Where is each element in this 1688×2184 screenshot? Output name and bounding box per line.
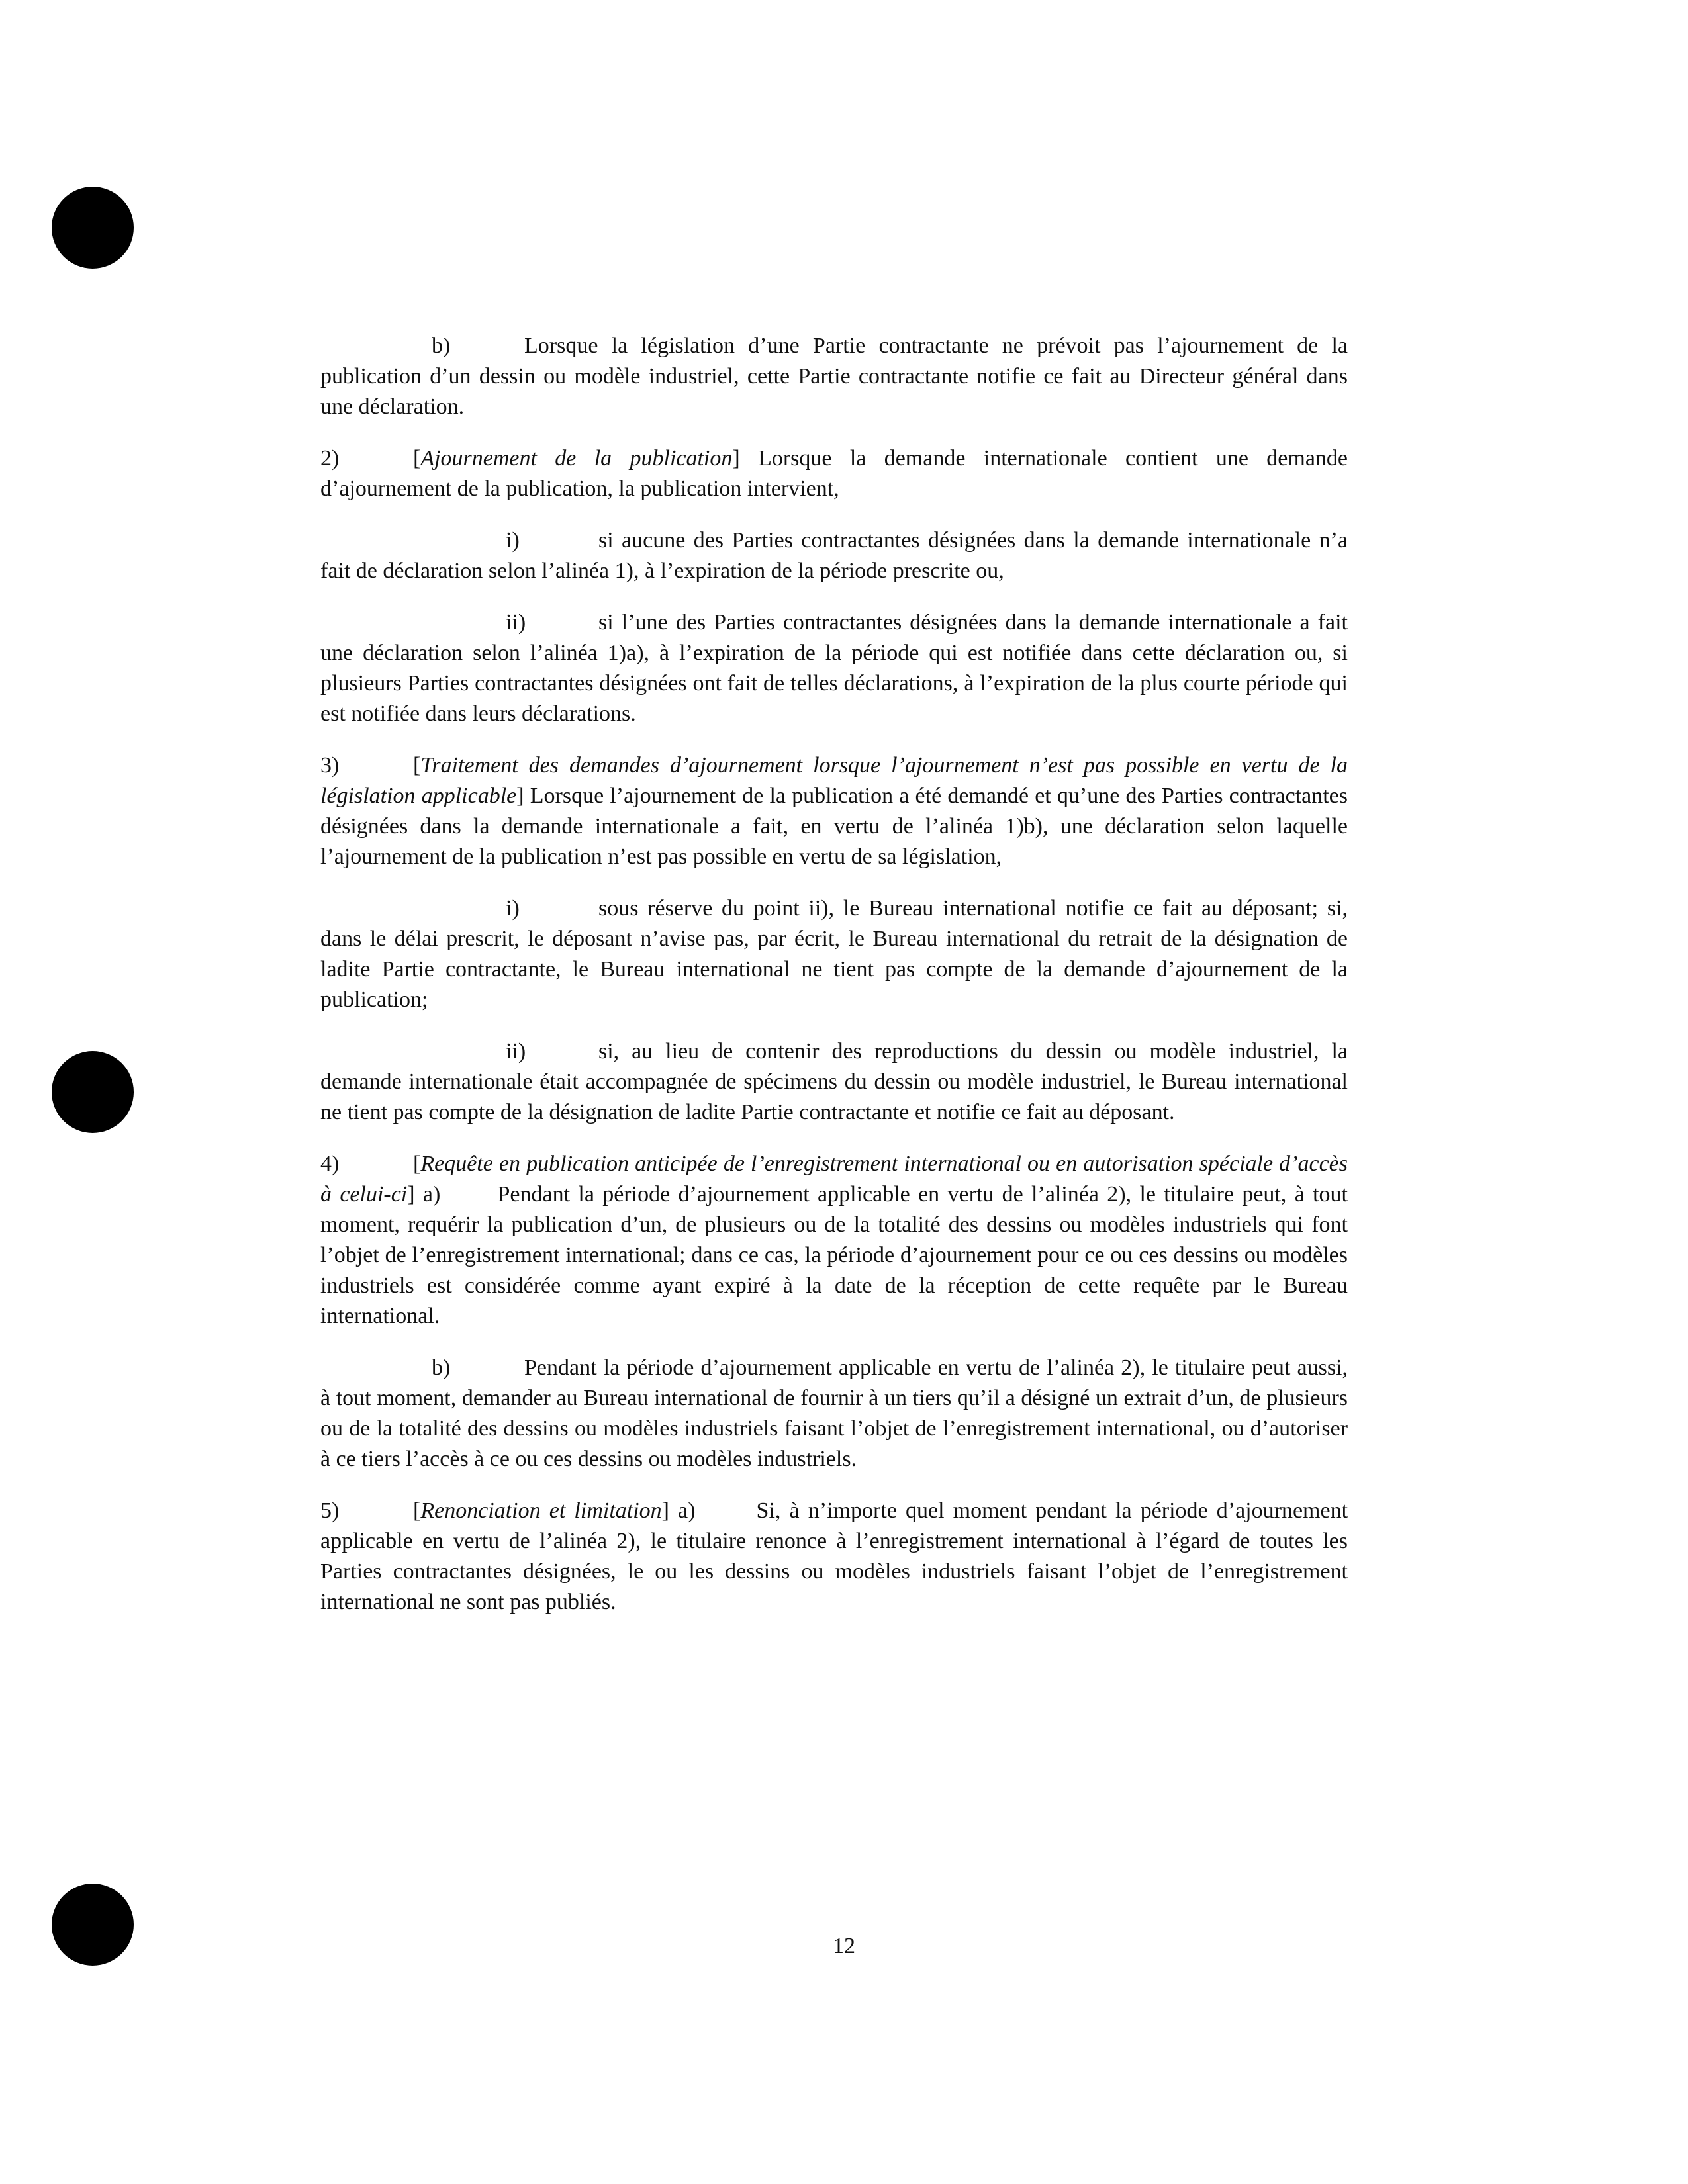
paragraph-marker: ii) (506, 1039, 526, 1064)
paragraph-text: si aucune des Parties contractantes désignées dans la demande internationale n’a fait de déclaration selon l’alinéa 1), à l’expiration de la période prescrite ou, (320, 528, 1348, 583)
paragraph-2-i (320, 525, 1348, 586)
paragraph-text: sous réserve du point ii), le Bureau international notifie ce fait au déposant; si, dans le délai prescrit, le déposant n’avise pas, par écrit, le Bureau international du retrait de la désignation de ladite Partie contractante, le Bureau international ne tient pas compte de la demande d’ajournement de la publication; (320, 896, 1348, 1012)
paragraph-4: 4) [Requête en publication anticipée de l’enregistrement international ou en autorisation spéciale d’accès à celui-ci] a) Pendant la période d’ajournement applicable en vertu de l’alinéa 2), le titulaire peut, à tout moment, requérir la publication d’un, de plusieurs ou de la totalité des dessins ou modèles industriels qui font l’objet de l’enregistrement international; dans ce cas, la période d’ajournement pour ce ou ces dessins ou modèles industriels est considérée comme ayant expiré à la date de la réception de cette requête par le Bureau international. (320, 1149, 1348, 1332)
paragraph-2: 2) [Ajournement de la publication] Lorsque la demande internationale contient une demande d’ajournement de la publication, la publication intervient, (320, 443, 1348, 504)
paragraph-text: Pendant la période d’ajournement applicable en vertu de l’alinéa 2), le titulaire peut, à tout moment, requérir la publication d’un, de plusieurs ou de la totalité des dessins ou modèles industriels qui font l’objet de l’enregistrement international; dans ce cas, la période d’ajournement pour ce ou ces dessins ou modèles industriels est considérée comme ayant expiré à la date de la réception de cette requête par le Bureau international. (320, 1182, 1348, 1328)
paragraph-3: 3) [Traitement des demandes d’ajournement lorsque l’ajournement n’est pas possible en vertu de la législation applicable] Lorsque l’ajournement de la publication a été demandé et qu’une des Parties contractantes désignées dans la demande internationale a fait, en vertu de l’alinéa 1)b), une déclaration selon laquelle l’ajournement de la publication n’est pas possible en vertu de sa législation, (320, 751, 1348, 872)
binder-hole-top (52, 187, 134, 269)
paragraph-text: Lorsque la demande internationale contient une demande d’ajournement de la publication, la publication intervient, (320, 446, 1348, 501)
paragraph-marker: 3) (320, 753, 340, 778)
paragraph-heading: Traitement des demandes d’ajournement lorsque l’ajournement n’est pas possible en vertu de la législation applicable (320, 753, 1348, 808)
paragraph-marker: i) (506, 896, 520, 921)
paragraph-text: Si, à n’importe quel moment pendant la période d’ajournement applicable en vertu de l’alinéa 2), le titulaire renonce à l’enregistrement international à l’égard de toutes les Parties contractantes désignées, le ou les dessins ou modèles industriels faisant l’objet de l’enregistrement international ne sont pas publiés. (320, 1498, 1348, 1614)
page-number: 12 (833, 1934, 855, 1958)
paragraph-text: si l’une des Parties contractantes désignées dans la demande internationale a fait une déclaration selon l’alinéa 1)a), à l’expiration de la période qui est notifiée dans cette déclaration ou, si plusieurs Parties contractantes désignées ont fait de telles déclarations, à l’expiration de la plus courte période qui est notifiée dans leurs déclarations. (320, 610, 1348, 726)
paragraph-4b (320, 1353, 1348, 1475)
paragraph-text: Pendant la période d’ajournement applicable en vertu de l’alinéa 2), le titulaire peut aussi, à tout moment, demander au Bureau international de fournir à un tiers qu’il a désigné un extrait d’un, de plusieurs ou de la totalité des dessins ou modèles industriels faisant l’objet de l’enregistrement international, ou d’autoriser à ce tiers l’accès à ce ou ces dessins ou modèles industriels. (320, 1355, 1348, 1471)
document-body (320, 331, 1348, 1639)
paragraph-marker: 2) (320, 446, 340, 471)
paragraph-2-ii (320, 608, 1348, 729)
paragraph-marker: ii) (506, 610, 526, 635)
paragraph-sub-marker: a) (678, 1498, 696, 1523)
paragraph-heading: Requête en publication anticipée de l’enregistrement international ou en autorisation spéciale d’accès à celui-ci (320, 1152, 1348, 1206)
paragraph-marker: 4) (320, 1152, 340, 1176)
paragraph-heading: Ajournement de la publication (420, 446, 733, 471)
paragraph-marker: b) (432, 1355, 451, 1380)
paragraph-sub-marker: a) (422, 1182, 441, 1206)
paragraph-3-ii (320, 1036, 1348, 1128)
paragraph-1b (320, 331, 1348, 422)
binder-hole-middle (52, 1051, 134, 1133)
paragraph-heading: Renonciation et limitation (420, 1498, 662, 1523)
paragraph-text: si, au lieu de contenir des reproductions du dessin ou modèle industriel, la demande internationale était accompagnée de spécimens du dessin ou modèle industriel, le Bureau international ne tient pas compte de la désignation de ladite Partie contractante et notifie ce fait au déposant. (320, 1039, 1348, 1124)
paragraph-5: 5) [Renonciation et limitation] a) Si, à n’importe quel moment pendant la période d’ajournement applicable en vertu de l’alinéa 2), le titulaire renonce à l’enregistrement international à l’égard de toutes les Parties contractantes désignées, le ou les dessins ou modèles industriels faisant l’objet de l’enregistrement international ne sont pas publiés. (320, 1496, 1348, 1617)
paragraph-text: Lorsque l’ajournement de la publication a été demandé et qu’une des Parties contractantes désignées dans la demande internationale a fait, en vertu de l’alinéa 1)b), une déclaration selon laquelle l’ajournement de la publication n’est pas possible en vertu de sa législation, (320, 784, 1348, 869)
paragraph-marker: i) (506, 528, 520, 553)
paragraph-marker: b) (432, 334, 451, 358)
paragraph-3-i (320, 893, 1348, 1015)
paragraph-marker: 5) (320, 1498, 340, 1523)
paragraph-text: Lorsque la législation d’une Partie contractante ne prévoit pas l’ajournement de la publication d’un dessin ou modèle industriel, cette Partie contractante notifie ce fait au Directeur général dans une déclaration. (320, 334, 1348, 419)
